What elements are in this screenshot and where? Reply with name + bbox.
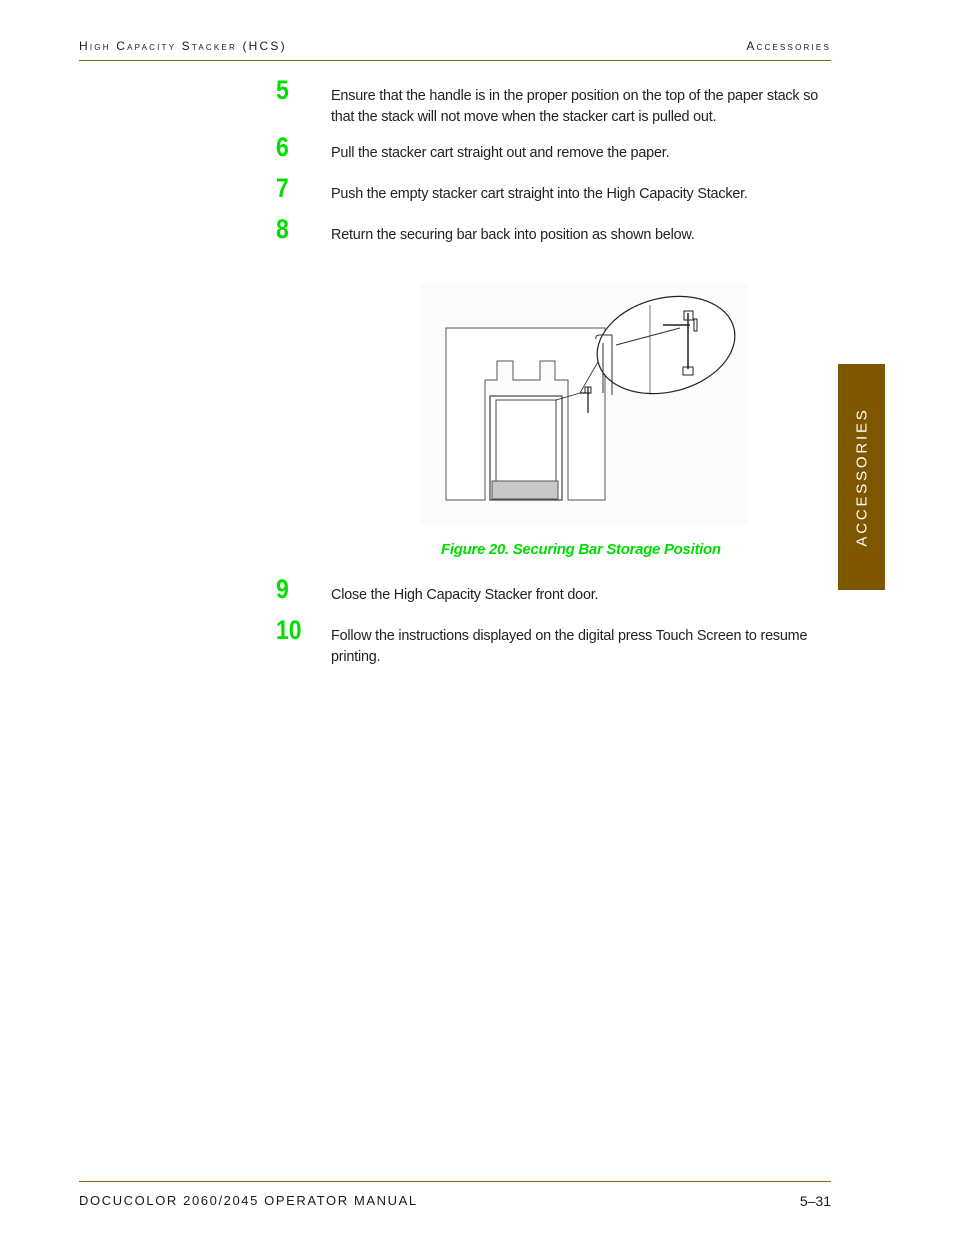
- step-number: 10: [276, 615, 302, 645]
- step-text: Return the securing bar back into position as shown below.: [331, 227, 695, 243]
- step-9: [276, 574, 826, 606]
- header-section-title: High Capacity Stacker (HCS): [79, 39, 287, 53]
- step-number: 9: [276, 574, 289, 604]
- step-text: Follow the instructions displayed on the digital press Touch Screen to resume printing.: [331, 628, 808, 665]
- chapter-side-tab[interactable]: [838, 364, 885, 590]
- side-tab-label: ACCESSORIES: [853, 407, 870, 547]
- step-7: [276, 173, 826, 205]
- step-text: Pull the stacker cart straight out and remove the paper.: [331, 145, 670, 161]
- step-6: [276, 132, 826, 164]
- securing-bar-illustration: [420, 283, 748, 525]
- header-chapter-title: Accessories: [746, 39, 831, 53]
- footer-manual-title: DOCUCOLOR 2060/2045 OPERATOR MANUAL: [79, 1193, 418, 1208]
- step-10: [276, 615, 826, 668]
- step-text: Close the High Capacity Stacker front door.: [331, 587, 599, 603]
- page-footer: [79, 1181, 831, 1212]
- page-number: 5–31: [799, 1193, 831, 1209]
- step-text: Ensure that the handle is in the proper position on the top of the paper stack so that the stack will not move when the stacker cart is pulled out.: [331, 88, 819, 125]
- step-number: 6: [276, 132, 289, 162]
- step-number: 7: [276, 173, 289, 203]
- step-5: [276, 75, 826, 128]
- step-8: [276, 214, 826, 246]
- figure-caption: Figure 20. Securing Bar Storage Position: [441, 541, 721, 558]
- step-text: Push the empty stacker cart straight into the High Capacity Stacker.: [331, 186, 748, 202]
- step-number: 5: [276, 75, 289, 105]
- page-header: [79, 38, 831, 61]
- step-number: 8: [276, 214, 289, 244]
